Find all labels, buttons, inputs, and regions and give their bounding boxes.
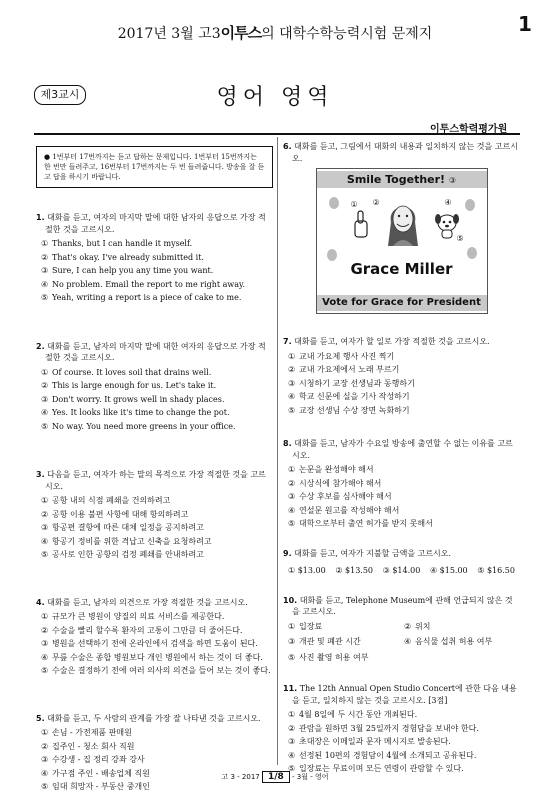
option[interactable]: ① 규모가 큰 병원이 양질의 의료 서비스를 제공한다. [41, 612, 225, 621]
option[interactable]: ④ 선정된 10편의 경험담이 4월에 소개되고 공유된다. [288, 750, 477, 760]
question-10 [283, 595, 520, 666]
poster-mark-2: ② [372, 198, 380, 207]
thumbs-up-hand-icon [351, 209, 371, 239]
question-number: 6. [283, 142, 292, 151]
title-prefix: 2017년 3월 고3 [117, 26, 221, 42]
option[interactable]: ③ 항공편 결항에 따른 대체 일정을 공지하려고 [41, 523, 204, 532]
balloon-icon [329, 197, 339, 209]
option[interactable]: ② 교내 가요제에서 노래 부르기 [288, 365, 400, 374]
option[interactable]: ④ No problem. Email the report to me right away. [41, 279, 246, 289]
option[interactable]: ③ 수강생 - 집 정리 강좌 강사 [41, 755, 145, 764]
option[interactable]: ② 위치 [404, 621, 431, 631]
question-4 [36, 597, 273, 677]
header-rule [34, 133, 520, 135]
option[interactable]: ① 입장료 [288, 621, 323, 631]
question-11 [283, 683, 520, 775]
option[interactable]: ② 집주인 - 청소 회사 직원 [41, 741, 135, 751]
option[interactable]: ③ Don't worry. It grows well in shady places. [41, 394, 225, 404]
publisher-logo: 이투스학력평가원 [430, 124, 508, 135]
option[interactable]: ⑤ Yeah, writing a report is a piece of cake to me. [41, 293, 242, 302]
question-number: 7. [283, 337, 292, 346]
option[interactable]: ④ Yes. It looks like it's time to change the pot. [41, 408, 230, 417]
poster-mark-5: ⑤ [456, 234, 464, 243]
poster-mark-1: ① [350, 200, 358, 209]
option[interactable]: ④ 무릎 수술은 종합 병원보다 개인 병원에서 하는 것이 더 좋다. [41, 652, 263, 662]
option[interactable]: ③ $14.00 [382, 566, 421, 575]
balloon-icon [467, 247, 477, 259]
question-stem: 다음을 듣고, 여자가 하는 말의 목적으로 가장 적절한 것을 고르시오. [45, 470, 266, 491]
option[interactable]: ① Thanks, but I can handle it myself. [41, 239, 193, 248]
option[interactable]: ① 공항 내의 식점 폐쇄을 건의하려고 [41, 496, 171, 505]
option-row [283, 565, 520, 577]
option[interactable]: ⑤ 사진 촬영 허용 여부 [288, 652, 369, 662]
option[interactable]: ⑤ 공사로 인한 공항의 검정 폐쇄를 안내하려고 [41, 550, 204, 559]
option[interactable]: ④ 음식물 섭취 허용 여부 [404, 637, 493, 646]
option[interactable]: ① 손님 - 가전제품 판매원 [41, 728, 132, 737]
question-stem: 대화를 듣고, 남자가 수요일 방송에 출연할 수 없는 이유를 고르시오. [292, 439, 513, 460]
question-number: 1. [36, 213, 45, 222]
option[interactable]: ② 공항 이용 불편 사항에 대해 항의하려고 [41, 509, 189, 519]
option[interactable]: ① $13.00 [288, 566, 326, 575]
option-grid [283, 621, 520, 666]
question-stem: 대화를 듣고, Telephone Museum에 관해 언급되지 않은 것을 고르시오. [292, 595, 513, 616]
question-2 [36, 341, 273, 433]
candidate-name: Grace Miller [350, 260, 453, 278]
option[interactable]: ⑤ 입장료는 무료이며 모든 연령이 관람할 수 있다. [288, 764, 464, 773]
option[interactable]: ⑤ 임대 희망자 - 부동산 중개인 [41, 782, 150, 791]
option[interactable]: ③ 병원을 선택하기 전에 온라인에서 검색을 하면 도움이 된다. [41, 639, 258, 648]
subject-title: 영어 영역 [216, 85, 334, 110]
option[interactable]: ② That's okay. I've already submitted it. [41, 252, 204, 262]
option[interactable]: ④ $15.00 [429, 566, 468, 575]
question-number: 9. [283, 548, 292, 558]
question-number: 2. [36, 341, 45, 351]
footer-left: 고 3 - 2017 [221, 773, 260, 781]
option[interactable]: ⑤ No way. You need more greens in your office. [41, 421, 236, 431]
title-brand-logo: 이투스 [220, 24, 262, 42]
question-number: 3. [36, 470, 45, 479]
poster-mark-4: ④ [444, 198, 452, 207]
question-number: 4. [36, 597, 45, 607]
option[interactable]: ④ 항공기 정비를 위한 격납고 신축을 요청하려고 [41, 536, 212, 546]
option[interactable]: ③ 시청하기 교장 선생님과 동행하기 [288, 378, 415, 388]
question-stem: 대화를 듣고, 남자의 마지막 말에 대한 여자의 응답으로 가장 적절한 것을 고르시오. [45, 341, 266, 362]
option[interactable]: ⑤ 수술은 결정하기 전에 여러 의사의 의견을 들어 보는 것이 좋다. [41, 666, 271, 675]
title-suffix: 의 대학수학능력시험 문제지 [261, 26, 433, 42]
question-number: 8. [283, 439, 292, 448]
option[interactable]: ④ 가구점 주인 - 배송업체 직원 [41, 768, 150, 778]
option[interactable]: ⑤ $16.50 [477, 566, 515, 575]
option[interactable]: ⑤ 대학으로부터 출연 허가를 받지 못해서 [288, 519, 433, 528]
option[interactable]: ② 관람을 원하면 3월 25일까지 경험담을 보내야 한다. [288, 723, 479, 733]
question-6 [283, 141, 520, 314]
option[interactable]: ② 시상식에 참가해야 해서 [288, 478, 382, 488]
page-footer [0, 771, 550, 783]
option[interactable]: ⑤ 교장 선생님 수상 장면 녹화하기 [288, 405, 410, 415]
column-divider [277, 137, 278, 765]
balloon-icon [465, 199, 475, 211]
poster-slogan: Smile Together! ③ [317, 171, 487, 188]
question-1 [36, 212, 273, 304]
question-3 [36, 469, 273, 561]
question-number: 10. [283, 595, 298, 605]
campaign-poster [316, 168, 488, 314]
option[interactable]: ③ 개관 및 폐관 시간 [288, 637, 361, 646]
option[interactable]: ③ 수상 후보를 심사해야 해서 [288, 492, 392, 501]
question-stem: 대화를 듣고, 여자의 마지막 말에 대한 남자의 응답으로 가장 적절한 것을 고르시오. [45, 213, 266, 234]
question-stem: 대화를 듣고, 남자의 의견으로 가장 적절한 것을 고르시오. [47, 597, 248, 607]
option[interactable]: ② 수술을 빨리 할수록 환자의 고통이 그만큼 더 줄어든다. [41, 625, 243, 635]
left-column [36, 141, 273, 793]
question-number: 11. [283, 684, 298, 693]
question-8 [283, 438, 520, 530]
listening-notice: ● 1번부터 17번까지는 듣고 답하는 문제입니다. 1번부터 15번까지는 한 번만 들려주고, 16번부터 17번까지는 두 번 들려줍니다. 방송을 잘 듣고 답을 하시기 바랍니다. [36, 146, 273, 188]
session-badge: 제3교시 [34, 85, 86, 105]
question-stem: 대화를 듣고, 두 사람의 관계를 가장 잘 나타낸 것을 고르시오. [47, 713, 261, 723]
page-number: 1 [518, 12, 532, 36]
footer-right: - 3월 - 영어 [292, 773, 329, 781]
option[interactable]: ④ 학교 신문에 실을 기사 작성하기 [288, 392, 410, 401]
question-stem: The 12th Annual Open Studio Concert에 관한 다음 내용을 듣고, 일치하지 않는 것을 고르시오. [3점] [292, 684, 517, 705]
question-stem: 대화를 듣고, 여자가 할 일로 가장 적절한 것을 고르시오. [294, 337, 490, 346]
exam-title [0, 22, 550, 43]
balloon-icon [327, 249, 337, 261]
footer-page-box: 1/8 [262, 771, 290, 783]
option[interactable]: ① 논문을 완성해야 해서 [288, 465, 374, 474]
option[interactable]: ② This is large enough for us. Let's take it. [41, 381, 217, 390]
option[interactable]: ③ Sure, I can help you any time you want. [41, 266, 214, 275]
question-stem: 대화를 듣고, 그림에서 대화의 내용과 일치하지 않는 것을 고르시오. [292, 142, 518, 163]
candidate-portrait [385, 194, 421, 254]
question-number: 5. [36, 713, 45, 723]
option[interactable]: ① 4월 8일에 두 시간 동안 개최된다. [288, 710, 418, 719]
poster-banner: Vote for Grace for President [317, 295, 487, 311]
option[interactable]: ② $13.50 [335, 566, 374, 575]
question-stem: 대화를 듣고, 여자가 지불할 금액을 고르시오. [294, 548, 452, 558]
option[interactable]: ③ 초대장은 이메일과 문자 메시지로 발송된다. [288, 737, 451, 746]
option[interactable]: ④ 연설문 원고를 작성해야 해서 [288, 505, 400, 515]
question-7 [283, 336, 520, 416]
option[interactable]: ① 교내 가요제 행사 사진 찍기 [288, 351, 395, 361]
option[interactable]: ① Of course. It loves soil that drains well. [41, 367, 212, 377]
right-column [283, 141, 520, 777]
question-9 [283, 548, 520, 577]
